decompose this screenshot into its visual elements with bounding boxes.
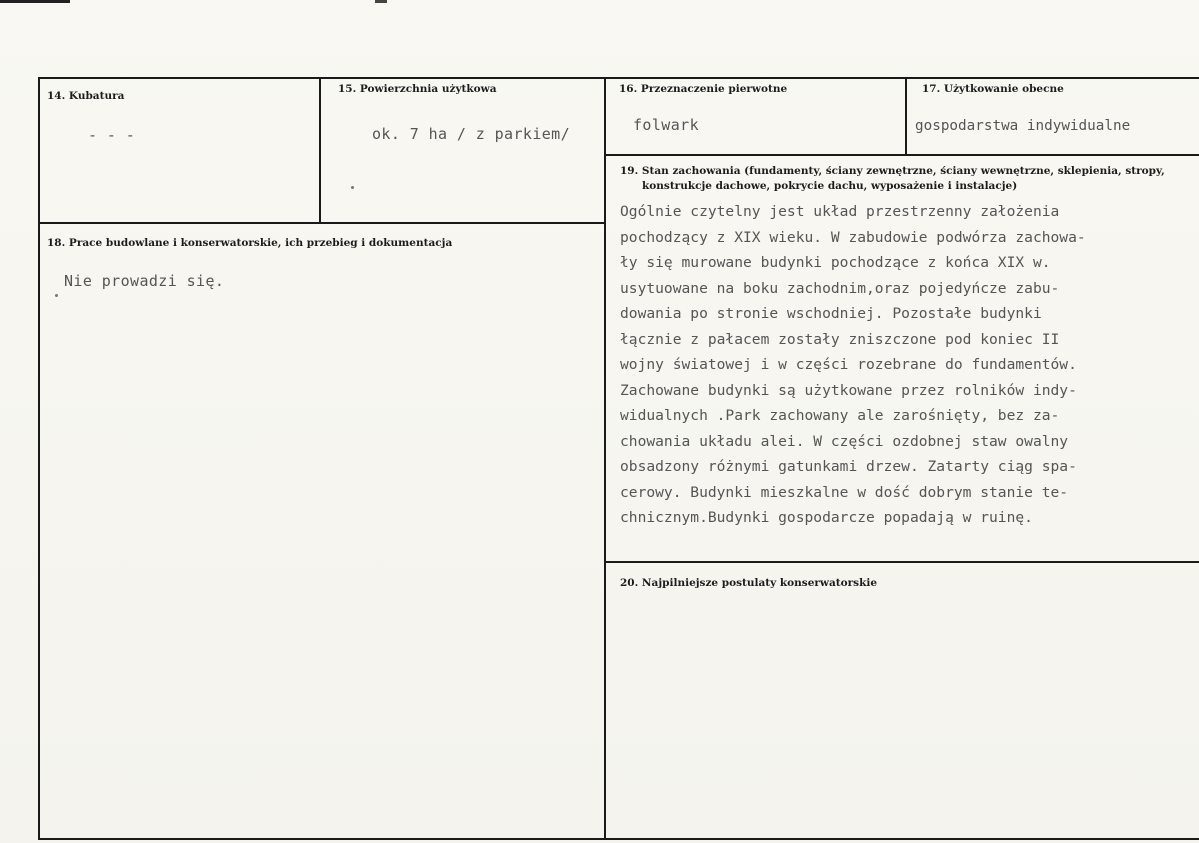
- text-line: łącznie z pałacem zostały zniszczone pod koniec II: [620, 330, 1060, 348]
- text-line: chowania układu alei. W części ozdobnej staw owalny: [620, 432, 1069, 450]
- field-14-label: 14. Kubatura: [47, 90, 125, 102]
- table-border-bottom: [38, 838, 1199, 840]
- field-19-text: [620, 199, 1180, 531]
- table-divider: [605, 561, 1199, 563]
- text-line: obsadzony różnymi gatunkami drzew. Zatarty ciąg spa-: [620, 458, 1077, 475]
- field-16-value: folwark: [633, 116, 700, 134]
- field-18-value: Nie prowadzi się.: [64, 272, 225, 290]
- field-18-label: 18. Prace budowlane i konserwatorskie, ich przebieg i dokumentacja: [47, 237, 453, 249]
- text-line: widualnych .Park zachowany ale zarośnięty, bez za-: [620, 407, 1060, 424]
- field-19-label-continued: konstrukcje dachowe, pokrycie dachu, wyposażenie i instalacje): [642, 180, 1018, 192]
- text-line: dowania po stronie wschodniej. Pozostałe budynki: [620, 305, 1042, 322]
- table-divider: [38, 222, 605, 224]
- text-line: cerowy. Budynki mieszkalne w dość dobrym stanie te-: [620, 483, 1069, 501]
- text-line: chnicznym.Budynki gospodarcze popadają w ruinę.: [620, 509, 1033, 526]
- text-line: wojny światowej i w części rozebrane do fundamentów.: [620, 356, 1077, 373]
- field-15-label: 15. Powierzchnia użytkowa: [338, 83, 497, 95]
- scan-speck: [351, 186, 354, 189]
- text-line: pochodzący z XIX wieku. W zabudowie podwórza zachowa-: [620, 228, 1086, 246]
- table-border-top: [38, 77, 1199, 79]
- field-15-value: ok. 7 ha / z parkiem/: [372, 125, 571, 143]
- top-edge-mark: [375, 0, 387, 3]
- table-divider: [319, 77, 321, 224]
- field-17-label: 17. Użytkowanie obecne: [922, 83, 1064, 95]
- text-line: usytuowane na boku zachodnim,oraz pojedyńcze zabu-: [620, 279, 1060, 297]
- table-divider: [604, 77, 606, 840]
- table-border-left: [38, 77, 40, 840]
- field-16-label: 16. Przeznaczenie pierwotne: [619, 83, 788, 95]
- field-19-label: 19. Stan zachowania (fundamenty, ściany zewnętrzne, ściany wewnętrzne, sklepienia, stropy,: [620, 165, 1165, 177]
- field-14-value: - - -: [88, 126, 136, 144]
- text-line: Ogólnie czytelny jest układ przestrzenny założenia: [620, 203, 1060, 220]
- text-line: Zachowane budynki są użytkowane przez rolników indy-: [620, 381, 1077, 399]
- table-divider: [905, 77, 907, 156]
- text-line: ły się murowane budynki pochodzące z końca XIX w.: [620, 254, 1051, 271]
- field-20-label: 20. Najpilniejsze postulaty konserwatorskie: [620, 577, 878, 589]
- field-17-value: gospodarstwa indywidualne: [915, 118, 1131, 134]
- table-divider: [605, 154, 1199, 156]
- top-edge-mark: [0, 0, 70, 3]
- scan-speck: [55, 294, 58, 297]
